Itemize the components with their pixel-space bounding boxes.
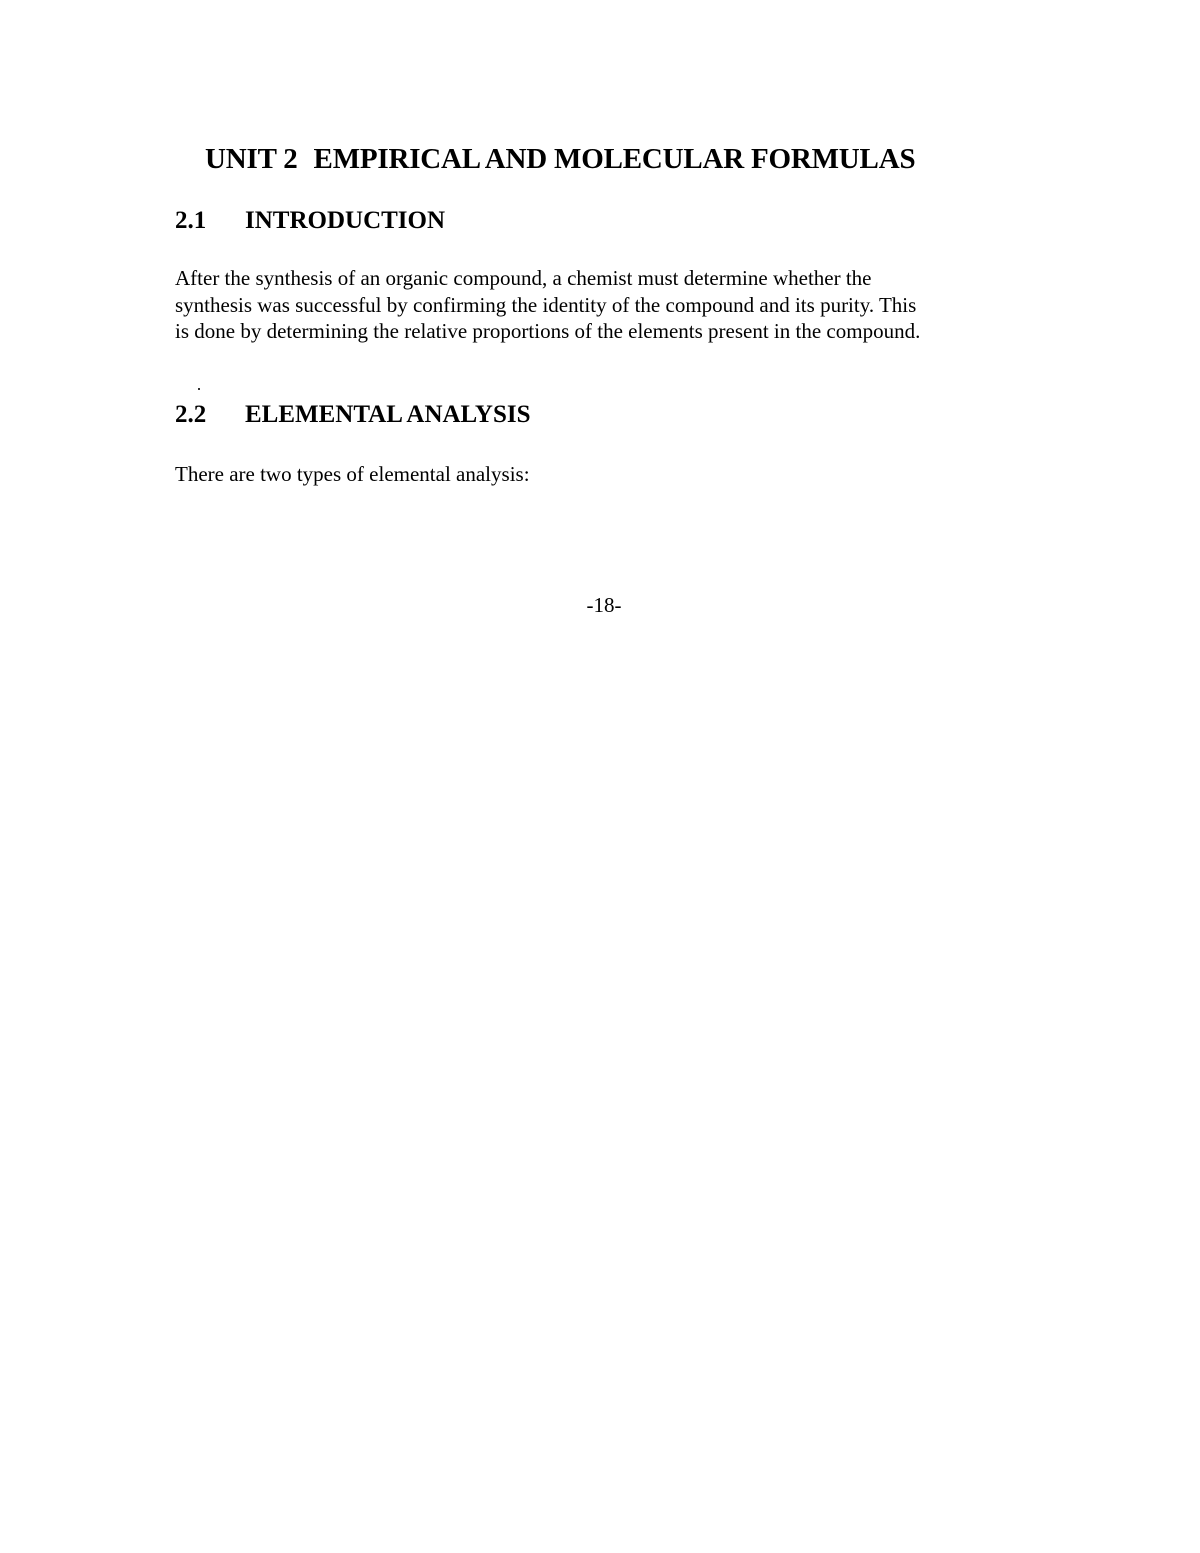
paragraph-line: There are two types of elemental analysis: <box>175 462 530 486</box>
section-heading-elemental-analysis <box>175 401 531 429</box>
unit-title <box>205 143 915 176</box>
section-title: INTRODUCTION <box>245 207 446 234</box>
section-heading-introduction <box>175 207 445 235</box>
section-number: 2.2 <box>175 401 207 428</box>
elemental-analysis-paragraph <box>175 461 530 488</box>
paragraph-line: is done by determining the relative proportions of the elements present in the compound. <box>175 319 921 343</box>
paragraph-line: After the synthesis of an organic compound, a chemist must determine whether the <box>175 266 872 290</box>
page-number: -18- <box>586 593 622 617</box>
unit-number: UNIT 2 <box>205 143 298 175</box>
introduction-paragraph <box>175 265 920 345</box>
section-number: 2.1 <box>175 207 207 234</box>
section-title: ELEMENTAL ANALYSIS <box>245 401 531 428</box>
stray-mark <box>198 388 200 390</box>
unit-title-text: EMPIRICAL AND MOLECULAR FORMULAS <box>313 143 916 175</box>
paragraph-line: synthesis was successful by confirming the identity of the compound and its purity. This <box>175 292 917 317</box>
